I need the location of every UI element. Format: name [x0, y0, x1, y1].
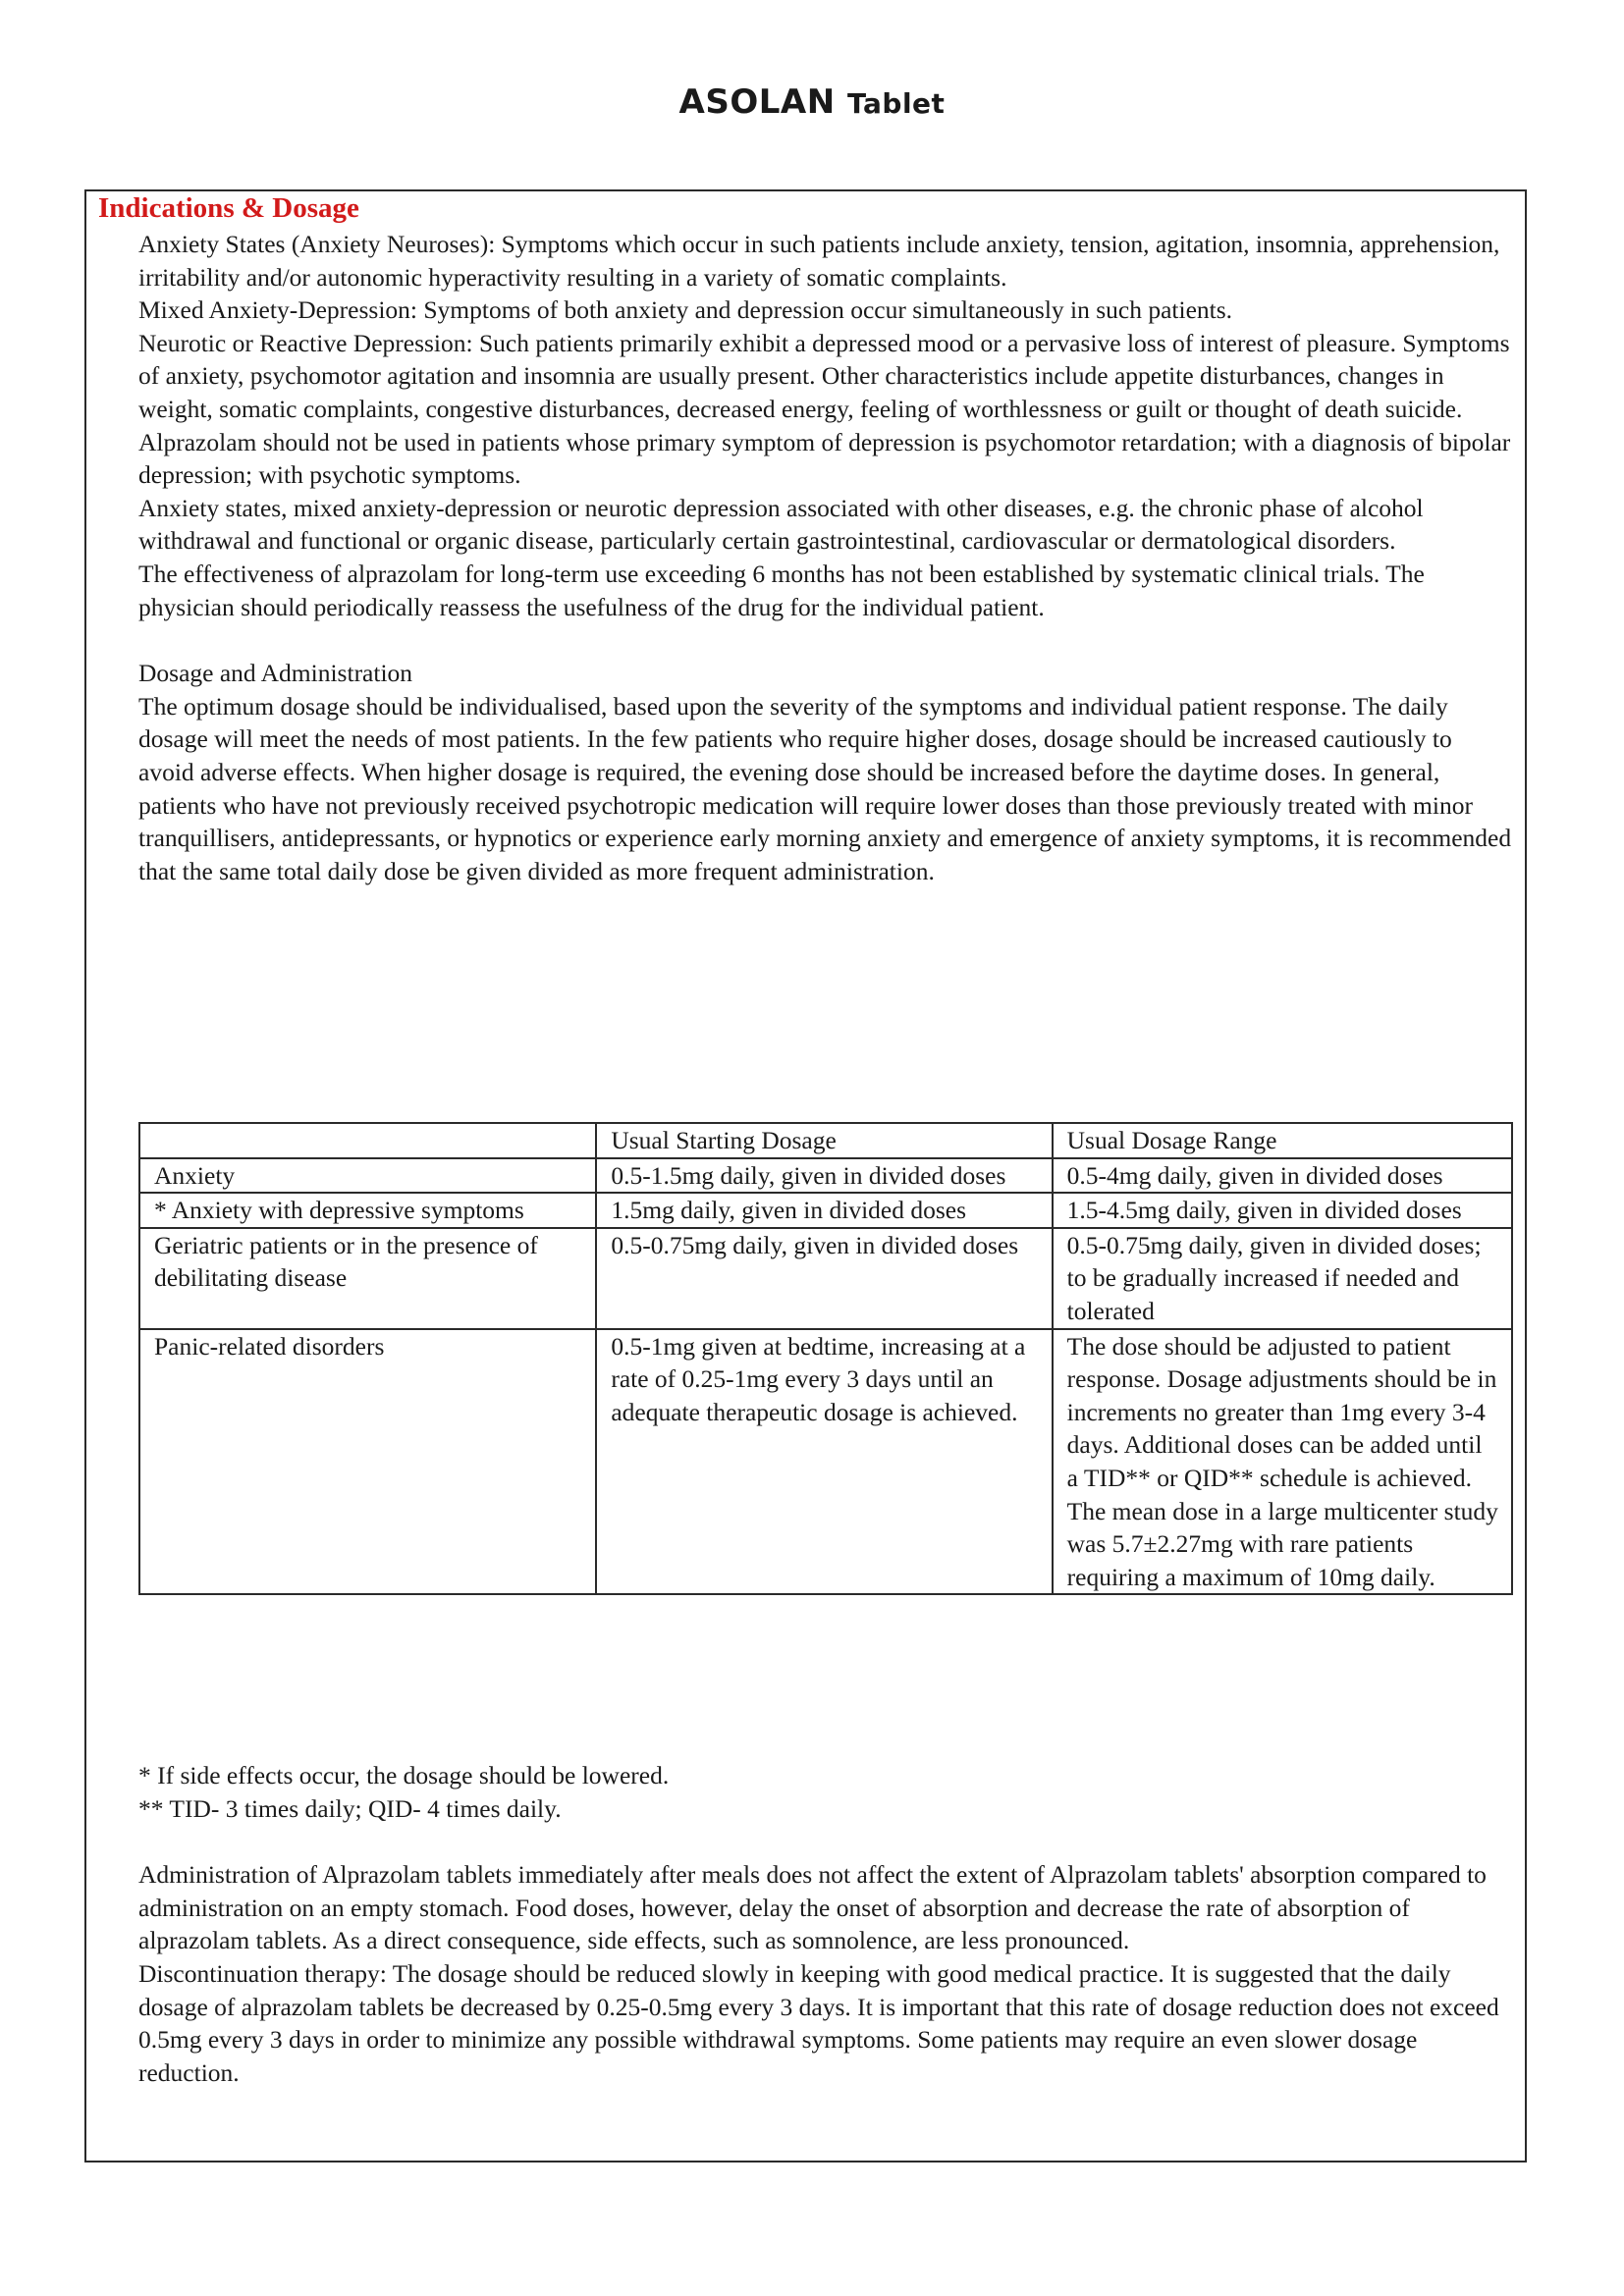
dosage-heading: Dosage and Administration — [138, 659, 413, 688]
closing-paragraph: Discontinuation therapy: The dosage should be reduced slowly in keeping with good medical practice. It is suggested that the daily dosage of alprazolam tablets be decreased by 0.25-0.5mg every 3 days. It is important that this rate of dosage reduction does not exceed 0.5mg every 3 days in order to minimize any possible withdrawal symptoms. Some patients may require an even slower dosage reduction. — [138, 1958, 1499, 2087]
dosage-table — [138, 1122, 1513, 1595]
table-cell-dosage-range: 0.5-4mg daily, given in divided doses — [1053, 1158, 1512, 1194]
table-cell-starting-dosage: 0.5-1.5mg daily, given in divided doses — [596, 1158, 1052, 1194]
footnote: ** TID- 3 times daily; QID- 4 times daily. — [138, 1793, 562, 1823]
table-row — [139, 1228, 1512, 1329]
indication-paragraph: Neurotic or Reactive Depression: Such patients primarily exhibit a depressed mood or a pervasive loss of interest of pleasure. Symptoms of anxiety, psychomotor agitation and insomnia are usually present. Other characteristics include appetite disturbances, changes in weight, somatic complaints, congestive disturbances, decreased energy, feeling of worthlessness or guilt or thought of death suicide. — [138, 328, 1510, 423]
indication-paragraph: Alprazolam should not be used in patients whose primary symptom of depression is psychomotor retardation; with a diagnosis of bipolar depression; with psychotic symptoms. — [138, 427, 1511, 490]
title-dosage-form: Tablet — [847, 87, 946, 120]
indication-paragraph: Mixed Anxiety-Depression: Symptoms of both anxiety and depression occur simultaneously in such patients. — [138, 295, 1233, 325]
table-row — [139, 1158, 1512, 1194]
section-heading-indications: Indications & Dosage — [98, 192, 359, 224]
table-header-cell — [139, 1123, 596, 1158]
table-cell-dosage-range: The dose should be adjusted to patient response. Dosage adjustments should be in increments no greater than 1mg every 3-4 days. Additional doses can be added until a TID** or QID** schedule is achieved. The mean dose in a large multicenter study was 5.7±2.27mg with rare patients requiring a maximum of 10mg daily. — [1053, 1329, 1512, 1595]
footnotes-block — [138, 1759, 1513, 2089]
closing-paragraph: Administration of Alprazolam tablets immediately after meals does not affect the extent of Alprazolam tablets' absorption compared to administration on an empty stomach. Food doses, however, delay the onset of absorption and decrease the rate of absorption of alprazolam tablets. As a direct consequence, side effects, such as somnolence, are less pronounced. — [138, 1860, 1487, 1955]
indication-paragraph: The effectiveness of alprazolam for long-term use exceeding 6 months has not been established by systematic clinical trials. The physician should periodically reassess the usefulness of the drug for the individual patient. — [138, 559, 1425, 621]
table-cell-starting-dosage: 0.5-1mg given at bedtime, increasing at a rate of 0.25-1mg every 3 days until an adequate therapeutic dosage is achieved. — [596, 1329, 1052, 1595]
indication-paragraph: Anxiety States (Anxiety Neuroses): Symptoms which occur in such patients include anxiety, tension, agitation, insomnia, apprehension, irritability and/or autonomic hyperactivity resulting in a variety of somatic complaints. — [138, 230, 1500, 292]
table-row — [139, 1329, 1512, 1595]
table-cell-starting-dosage: 1.5mg daily, given in divided doses — [596, 1193, 1052, 1228]
table-cell-condition: Panic-related disorders — [139, 1329, 596, 1595]
table-cell-condition: Geriatric patients or in the presence of debilitating disease — [139, 1228, 596, 1329]
indications-block — [138, 228, 1513, 887]
table-cell-dosage-range: 1.5-4.5mg daily, given in divided doses — [1053, 1193, 1512, 1228]
table-row — [139, 1193, 1512, 1228]
table-cell-dosage-range: 0.5-0.75mg daily, given in divided doses; to be gradually increased if needed and tolerated — [1053, 1228, 1512, 1329]
table-header-cell: Usual Starting Dosage — [596, 1123, 1052, 1158]
table-cell-starting-dosage: 0.5-0.75mg daily, given in divided doses — [596, 1228, 1052, 1329]
indication-paragraph: Anxiety states, mixed anxiety-depression or neurotic depression associated with other diseases, e.g. the chronic phase of alcohol withdrawal and functional or organic disease, particularly certain gastrointestinal, cardiovascular or dermatological disorders. — [138, 493, 1424, 556]
document-title — [0, 82, 1624, 122]
dosage-paragraph: The optimum dosage should be individualised, based upon the severity of the symptoms and individual patient response. The daily dosage will meet the needs of most patients. In the few patients who require higher doses, dosage should be increased cautiously to avoid adverse effects. When higher dosage is required, the evening dose should be increased before the daytime doses. In general, patients who have not previously received psychotropic medication will require lower doses than those previously treated with minor tranquillisers, antidepressants, or hypnotics or experience early morning anxiety and emergence of anxiety symptoms, it is recommended that the same total daily dose be given divided as more frequent administration. — [138, 691, 1512, 885]
table-header-cell: Usual Dosage Range — [1053, 1123, 1512, 1158]
title-product-name: ASOLAN — [678, 82, 836, 122]
footnote: * If side effects occur, the dosage should be lowered. — [138, 1761, 670, 1789]
table-cell-condition: * Anxiety with depressive symptoms — [139, 1193, 596, 1228]
table-header-row — [139, 1123, 1512, 1158]
table-cell-condition: Anxiety — [139, 1158, 596, 1194]
